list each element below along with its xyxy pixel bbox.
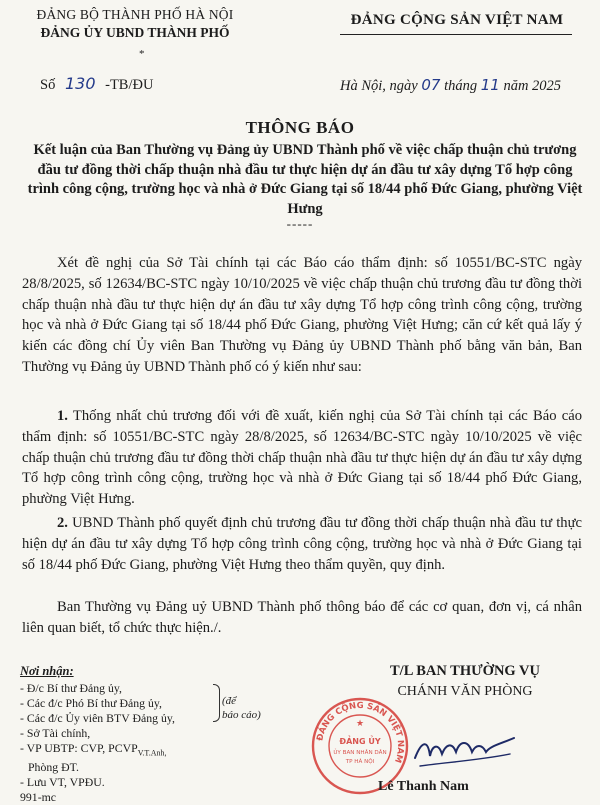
org-line-2: ĐẢNG ỦY UBND THÀNH PHỐ	[40, 25, 230, 40]
recipient-item: 991-mc	[20, 790, 57, 805]
seal-outer-text: ĐẢNG CỘNG SẢN VIỆT NAM	[315, 700, 406, 765]
recipient-item: Phòng ĐT.	[28, 760, 79, 775]
signature-authority: T/L BAN THƯỜNG VỤ	[390, 663, 540, 679]
doc-number-prefix: Số	[40, 77, 56, 93]
header-star: *	[139, 48, 145, 60]
date-place: Hà Nội, ngày	[340, 78, 418, 94]
recipients-brace	[213, 684, 220, 722]
document-subject: Kết luận của Ban Thường vụ Đảng ủy UBND Thành phố về việc chấp thuận chủ trương đầu tư đồng thời chấp thuận nhà đầu tư thực hiện dự án đầu tư xây dựng Tổ hợp công trình công cộng, trường học và nhà ở Đức Giang tại số 18/44 phố Đức Giang, phường Việt Hưng	[27, 142, 583, 217]
handwritten-signature-icon	[410, 718, 520, 778]
seal-center-line-3: TP HÀ NỘI	[345, 759, 375, 765]
document-title: THÔNG BÁO	[245, 118, 355, 137]
note-line-2: báo cáo)	[222, 709, 261, 721]
intro-paragraph: Xét đề nghị của Sở Tài chính tại các Báo cáo thẩm định: số 10551/BC-STC ngày 28/8/2025, số 12634/BC-STC ngày 10/10/2025 về việc chấp thuận chủ trương đầu tư đồng thời chấp thuận nhà đầu tư thực hiện dự án đầu tư xây dựng Tổ hợp công trình công cộng, trường học và nhà ở Đức Giang tại số 18/44 phố Đức Giang, phường Việt Hưng; căn cứ kết quả lấy ý kiến các đồng chí Ủy viên Ban Thường vụ Đảng ủy UBND Thành phố bằng văn bản, Ban Thường vụ Đảng ủy UBND Thành phố có ý kiến như sau:	[22, 255, 582, 375]
org-line-1: ĐẢNG BỘ THÀNH PHỐ HÀ NỘI	[36, 7, 234, 22]
recipient-item: - Đ/c Bí thư Đảng ủy,	[20, 681, 122, 695]
signature-position: CHÁNH VĂN PHÒNG	[397, 684, 533, 699]
separator: -----	[286, 216, 314, 231]
recipient-item: - Sở Tài chính,	[20, 726, 91, 740]
recipient-item	[20, 741, 270, 760]
item-2-paragraph	[22, 513, 582, 575]
doc-number-value: 130	[64, 74, 96, 93]
party-name: ĐẢNG CỘNG SẢN VIỆT NAM	[350, 12, 564, 28]
document-number	[40, 74, 153, 94]
recipient-item: - Các đ/c Ủy viên BTV Đảng ủy,	[20, 711, 175, 725]
item-1-text: Thống nhất chủ trương đối với đề xuất, kiến nghị của Sở Tài chính tại các Báo cáo thẩm định: số 10551/BC-STC ngày 28/8/2025, số 12634/BC-STC ngày 10/10/2025 về việc chấp thuận chủ trương đầu tư đồng thời chấp thuận nhà đầu tư thực hiện dự án đầu tư xây dựng Tổ hợp công trình công cộng, trường học và nhà ở Đức Giang tại số 18/44 phố Đức Giang, phường Việt Hưng.	[22, 408, 582, 508]
party-name-underline	[340, 34, 572, 35]
recipient-item: - Các đ/c Phó Bí thư Đảng ủy,	[20, 696, 162, 710]
item-1-number: 1.	[57, 408, 68, 424]
recipients-title: Nơi nhận:	[20, 664, 74, 678]
date-month-label: tháng	[444, 78, 478, 94]
date-month: 11	[480, 76, 500, 94]
seal-center-line-1: ĐẢNG ỦY	[339, 737, 381, 746]
doc-number-suffix: -TB/ĐU	[105, 77, 154, 93]
signer-name: Lê Thanh Nam	[378, 779, 469, 794]
date-year: năm 2025	[503, 78, 562, 94]
issue-date	[340, 76, 561, 95]
svg-text:★: ★	[355, 718, 365, 728]
recipient-item-text: - VP UBTP: CVP, PCVP	[20, 741, 138, 755]
recipients-note	[222, 694, 261, 722]
issuing-org-header	[0, 6, 270, 42]
item-2-text: UBND Thành phố quyết định chủ trương đầu tư đồng thời chấp thuận nhà đầu tư thực hiện dự án đầu tư xây dựng Tổ hợp công trình công cộng, trường học và nhà ở Đức Giang tại số 18/44 phố Đức Giang, phường Việt Hưng theo thẩm quyền, quy định.	[22, 515, 582, 573]
closing-paragraph: Ban Thường vụ Đảng uỷ UBND Thành phố thông báo để các cơ quan, đơn vị, cá nhân liên quan biết, tổ chức thực hiện./.	[22, 599, 582, 636]
date-day: 07	[421, 76, 441, 94]
item-2-number: 2.	[57, 515, 68, 531]
seal-center-line-2: ỦY BAN NHÂN DÂN	[333, 750, 387, 756]
recipient-item: - Lưu VT, VPĐU.	[20, 775, 105, 790]
item-1-paragraph	[22, 406, 582, 510]
recipient-subscript: V.T.Anh,	[137, 748, 167, 758]
note-line-1: (để	[222, 695, 237, 707]
